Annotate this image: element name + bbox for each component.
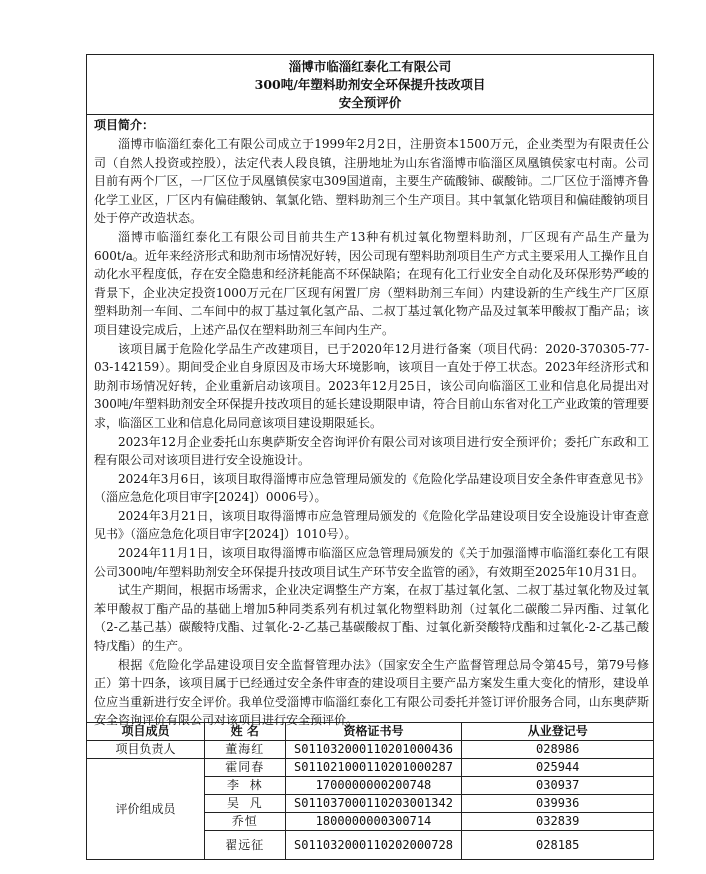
- name-cell: 乔恒: [204, 813, 285, 831]
- intro-paragraph: 2024年3月6日，该项目取得淄博市应急管理局颁发的《危险化学品建设项目安全条件审查意见书》（淄应急危化项目审字[2024]）0006号）。: [94, 471, 649, 505]
- name-cell: 董海红: [204, 741, 285, 759]
- reg-cell: 039936: [462, 795, 654, 813]
- cert-cell: S011021000110201000287: [285, 759, 462, 777]
- name-cell: 吴 凡: [204, 795, 285, 813]
- table-row: [87, 759, 654, 777]
- col-header-name: 姓 名: [204, 723, 285, 741]
- name-cell: 霍同春: [204, 759, 285, 777]
- intro-paragraph: 该项目属于危险化学品生产改建项目，已于2020年12月进行备案（项目代码：2020-370305-77-03-142159）。期间受企业自身原因及市场大环境影响，该项目一直处于停工状态。2023年经济形式和助剂市场情况好转，企业重新启动该项目。2023年12月25日，该公司向临淄区工业和信息化局提出对300吨/年塑料助剂安全环保提升技改项目的延长建设期限申请，符合目前山东省对化工产业政策的管理要求，临淄区工业和信息化局同意该项目建设期限延长。: [94, 341, 649, 430]
- col-header-role: 项目成员: [87, 723, 205, 741]
- intro-paragraph: 淄博市临淄红泰化工有限公司目前共生产13种有机过氧化物塑料助剂，厂区现有产品生产量为600t/a。近年来经济形式和助剂市场情况好转，因公司现有塑料助剂项目生产方式主要采用人工操作且自动化水平程度低，存在安全隐患和经济耗能高不环保缺陷；在现有化工行业安全自动化及环保形势严峻的背景下，企业决定投资1000万元在厂区现有闲置厂房（塑料助剂三车间）内建设新的生产线生产厂区原塑料助剂一车间、二车间中的叔丁基过氧化氢产品、二叔丁基过氧化物产品及过氧苯甲酸叔丁酯产品；该项目建设完成后，上述产品仅在塑料助剂三车间内生产。: [94, 229, 649, 337]
- intro-paragraph: 2024年11月1日，该项目取得淄博市临淄区应急管理局颁发的《关于加强淄博市临淄红泰化工有限公司300吨/年塑料助剂安全环保提升技改项目试生产环节安全监管的函》，有效期至2025年10月31日。: [94, 546, 649, 579]
- intro-paragraph: 试生产期间，根据市场需求，企业决定调整生产方案，在叔丁基过氧化氢、二叔丁基过氧化物及过氧苯甲酸叔丁酯产品的基础上增加5种同类系列有机过氧化物塑料助剂（过氧化二碳酸二异丙酯、过氧化（2-乙基己基）碳酸特戊酯、过氧化-2-乙基己基碳酸叔丁酯、过氧化新癸酸特戊酯和过氧化-2-乙基己酸特戊酯）的生产。: [94, 583, 649, 654]
- evaluation-team-table: [86, 722, 654, 860]
- reg-cell: 028986: [462, 741, 654, 759]
- reg-cell: 025944: [462, 759, 654, 777]
- intro-paragraph: 2023年12月企业委托山东奥萨斯安全咨询评价有限公司对该项目进行安全预评价；委托广东政和工程有限公司对该项目进行安全设施设计。: [94, 434, 649, 468]
- name-cell: 李 林: [204, 777, 285, 795]
- table-row: [87, 741, 654, 759]
- role-cell: 项目负责人: [87, 741, 205, 759]
- reg-cell: 032839: [462, 813, 654, 831]
- project-intro: [87, 115, 653, 732]
- cert-cell: S011037000110203001342: [285, 795, 462, 813]
- cert-cell: 1800000000300714: [285, 813, 462, 831]
- intro-paragraph: 根据《危险化学品建设项目安全监督管理办法》（国家安全生产监督管理总局令第45号，第79号修正）第十四条，该项目属于已经通过安全条件审查的建设项目主要产品方案发生重大变化的情形，建设单位应当重新进行安全评价。我单位受淄博市临淄红泰化工有限公司委托并签订评价服务合同，山东奥萨斯安全咨询评价有限公司对该项目进行安全预评价。: [94, 657, 649, 728]
- reg-cell: 028185: [462, 831, 654, 860]
- company-title: 淄博市临淄红泰化工有限公司: [288, 59, 452, 74]
- document-header: [87, 55, 653, 115]
- document-frame: [86, 54, 654, 732]
- table-header-row: [87, 723, 654, 741]
- col-header-reg: 从业登记号: [462, 723, 654, 741]
- name-cell: 翟远征: [204, 831, 285, 860]
- document-type: 安全预评价: [338, 95, 402, 110]
- cert-cell: S011032000110202000728: [285, 831, 462, 860]
- role-cell: 评价组成员: [87, 759, 205, 860]
- project-title: 300吨/年塑料助剂安全环保提升技改项目: [254, 77, 486, 92]
- intro-paragraph: 2024年3月21日，该项目取得淄博市应急管理局颁发的《危险化学品建设项目安全设施设计审查意见书》（淄应急危化项目审字[2024]）1010号）。: [94, 508, 649, 542]
- intro-heading: 项目简介：: [94, 118, 155, 132]
- col-header-cert: 资格证书号: [285, 723, 462, 741]
- reg-cell: 030937: [462, 777, 654, 795]
- cert-cell: 1700000000200748: [285, 777, 462, 795]
- cert-cell: S011032000110201000436: [285, 741, 462, 759]
- intro-paragraph: 淄博市临淄红泰化工有限公司成立于1999年2月2日，注册资本1500万元，企业类型为有限责任公司（自然人投资或控股），法定代表人段良镇，注册地址为山东省淄博市临淄区凤凰镇侯家屯村南。公司目前有两个厂区，一厂区位于凤凰镇侯家屯309国道南，主要生产硫酸铈、碳酸铈。二厂区位于淄博齐鲁化学工业区，厂区内有偏硅酸钠、氧氯化锆、塑料助剂三个生产项目。其中氧氯化锆项目和偏硅酸钠项目处于停产改造状态。: [94, 137, 649, 226]
